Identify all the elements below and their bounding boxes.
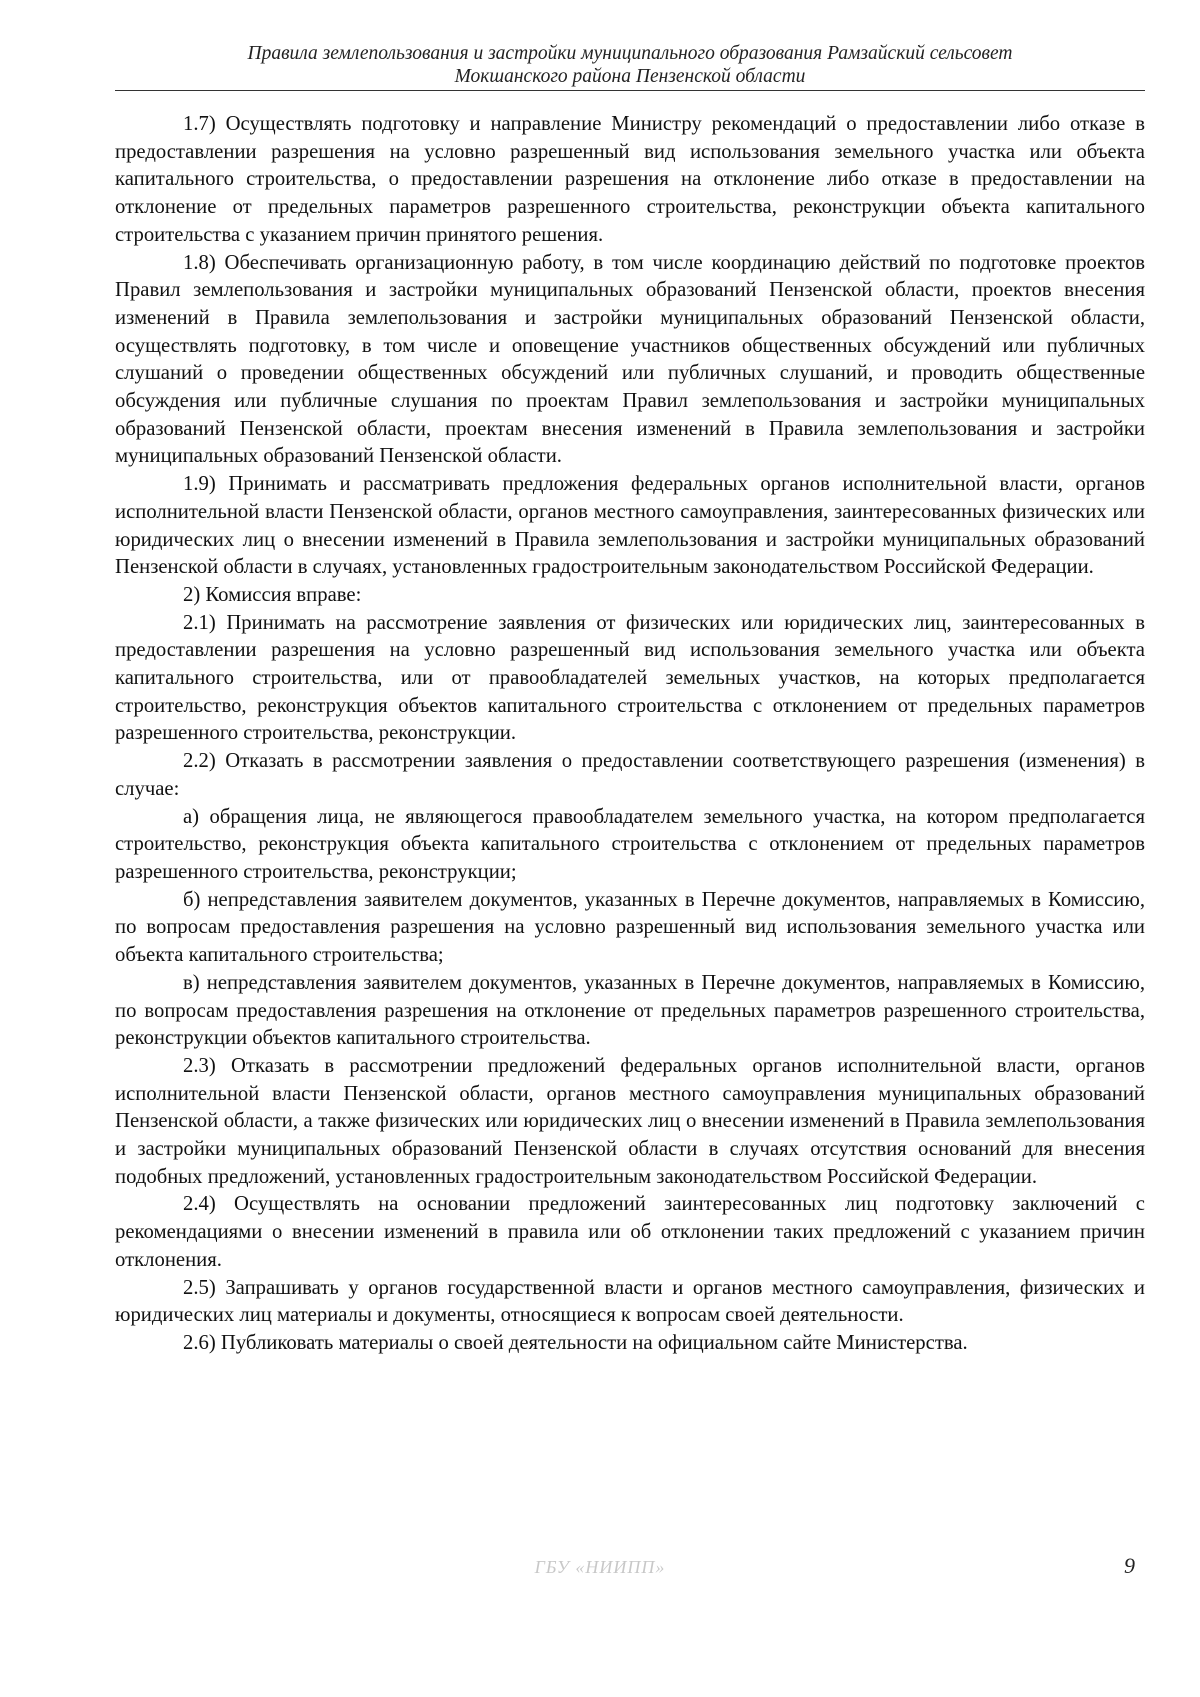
paragraph-1-8: 1.8) Обеспечивать организационную работу, в том числе координацию действий по подготовке проектов Правил землепользования и застройки муниципальных образований Пензенской области, проектов внесения изменений в Правила землепользования и застройки муниципальных образований Пензенской области, осуществлять подготовку, в том числе и оповещение участников общественных обсуждений или публичных слушаний о проведении общественных обсуждений или публичных слушаний, и проводить общественные обсуждения или публичные слушания по проектам Правил землепользования и застройки муниципальных образований Пензенской области, проектам внесения изменений в Правила землепользования и застройки муниципальных образований Пензенской области. — [115, 251, 1145, 468]
page-number: 9 — [1124, 1553, 1135, 1578]
paragraph-2: 2) Комиссия вправе: — [183, 583, 362, 606]
footer-watermark: ГБУ «НИИПП» — [534, 1557, 666, 1577]
document-body — [115, 111, 1145, 1358]
paragraph-2-6: 2.6) Публиковать материалы о своей деятельности на официальном сайте Министерства. — [183, 1331, 968, 1354]
header-line-2: Мокшанского района Пензенской области — [454, 66, 806, 87]
paragraph-2-3: 2.3) Отказать в рассмотрении предложений федеральных органов исполнительной власти, органов исполнительной власти Пензенской области, органов местного самоуправления муниципальных образований Пензенской области, а также физических или юридических лиц о внесении изменений в Правила землепользования и застройки муниципальных образований Пензенской области в случаях отсутствия оснований для внесения подобных предложений, установленных градостроительным законодательством Российской Федерации. — [115, 1054, 1145, 1188]
header-line-1: Правила землепользования и застройки муниципального образования Рамзайский сельсовет — [247, 43, 1013, 64]
paragraph-2-2: 2.2) Отказать в рассмотрении заявления о предоставлении соответствующего разрешения (изменения) в случае: — [115, 750, 1145, 800]
paragraph-1-9: 1.9) Принимать и рассматривать предложения федеральных органов исполнительной власти, органов исполнительной власти Пензенской области, органов местного самоуправления, заинтересованных физических или юридических лиц о внесении изменений в Правила землепользования и застройки муниципальных образований Пензенской области в случаях, установленных градостроительным законодательством Российской Федерации. — [115, 473, 1145, 579]
paragraph-2-2-a: а) обращения лица, не являющегося правообладателем земельного участка, на котором предполагается строительство, реконструкция объекта капитального строительства с отклонением от предельных параметров разрешенного строительства, реконструкции; — [115, 805, 1145, 883]
paragraph-2-5: 2.5) Запрашивать у органов государственной власти и органов местного самоуправления, физических и юридических лиц материалы и документы, относящиеся к вопросам своей деятельности. — [115, 1276, 1145, 1327]
paragraph-2-4: 2.4) Осуществлять на основании предложений заинтересованных лиц подготовку заключений с рекомендациями о внесении изменений в правила или об отклонении таких предложений с указанием причин отклонения. — [115, 1193, 1145, 1271]
paragraph-1-7: 1.7) Осуществлять подготовку и направление Министру рекомендаций о предоставлении либо отказе в предоставлении разрешения на условно разрешенный вид использования земельного участка или объекта капитального строительства, о предоставлении разрешения на отклонение либо отказе в предоставлении на отклонение от предельных параметров разрешенного строительства, реконструкции объекта капитального строительства с указанием причин принятого решения. — [115, 113, 1145, 246]
paragraph-2-2-b: б) непредставления заявителем документов, указанных в Перечне документов, направляемых в Комиссию, по вопросам предоставления разрешения на условно разрешенный вид использования земельного участка или объекта капитального строительства; — [115, 888, 1145, 967]
paragraph-2-1: 2.1) Принимать на рассмотрение заявления от физических или юридических лиц, заинтересованных в предоставлении разрешения на условно разрешенный вид использования земельного участка или объекта капитального строительства, или от правообладателей земельных участков, на которых предполагается строительство, реконструкция объектов капитального строительства с отклонением от предельных параметров разрешенного строительства, реконструкции. — [115, 611, 1145, 745]
running-header — [115, 42, 1145, 91]
paragraph-2-2-v: в) непредставления заявителем документов, указанных в Перечне документов, направляемых в Комиссию, по вопросам предоставления разрешения на отклонение от предельных параметров разрешенного строительства, реконструкции объектов капитального строительства. — [115, 971, 1145, 1050]
